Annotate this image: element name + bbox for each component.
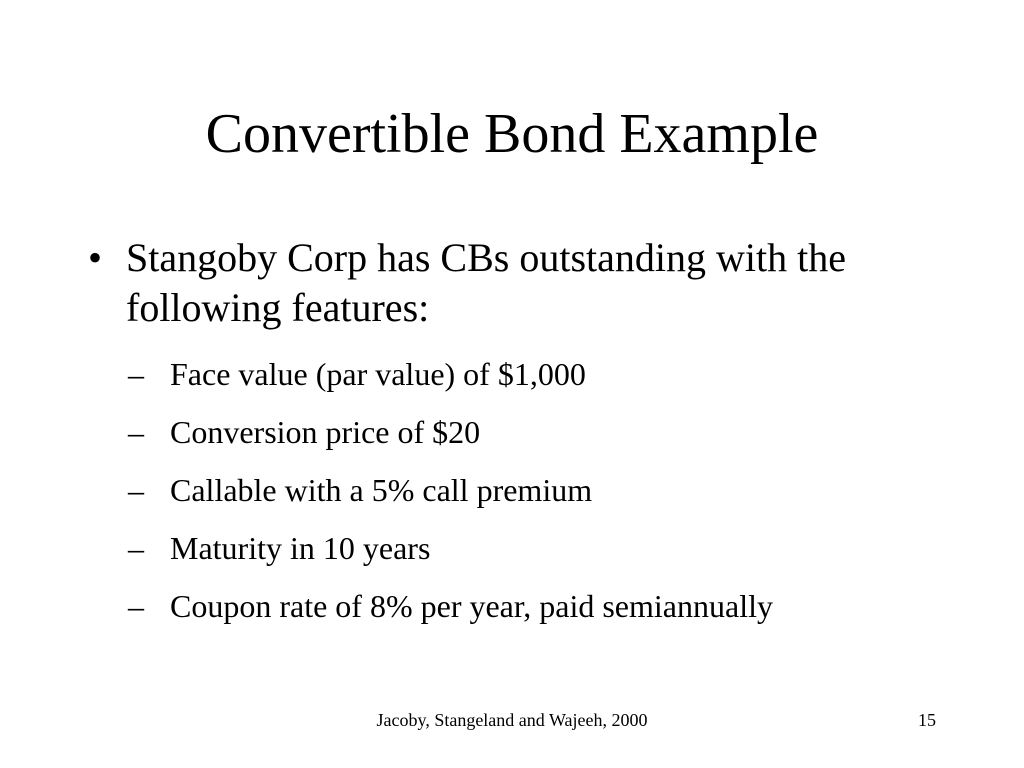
sub-bullet-text: Callable with a 5% call premium: [170, 472, 593, 508]
sub-bullet-text: Coupon rate of 8% per year, paid semiannually: [170, 588, 773, 624]
dash-icon: –: [128, 414, 144, 450]
sub-bullet-text: Conversion price of $20: [170, 414, 481, 450]
dash-icon: –: [128, 588, 144, 624]
dash-icon: –: [128, 530, 144, 566]
sub-bullet-item: [128, 524, 988, 582]
bullet-icon: •: [88, 235, 103, 280]
sub-bullet-item: [128, 582, 988, 640]
main-bullet-text: Stangoby Corp has CBs outstanding with the following features:: [126, 235, 846, 330]
sub-bullet-item: [128, 350, 988, 408]
sub-bullet-item: [128, 466, 988, 524]
sub-bullet-list: [128, 350, 988, 640]
page-number: 15: [918, 710, 936, 730]
sub-bullet-text: Maturity in 10 years: [170, 530, 431, 566]
sub-bullet-item: [128, 408, 988, 466]
dash-icon: –: [128, 356, 144, 392]
slide-title: Convertible Bond Example: [205, 103, 819, 165]
sub-bullet-text: Face value (par value) of $1,000: [170, 356, 586, 392]
footer-credit: Jacoby, Stangeland and Wajeeh, 2000: [376, 710, 648, 730]
dash-icon: –: [128, 472, 144, 508]
